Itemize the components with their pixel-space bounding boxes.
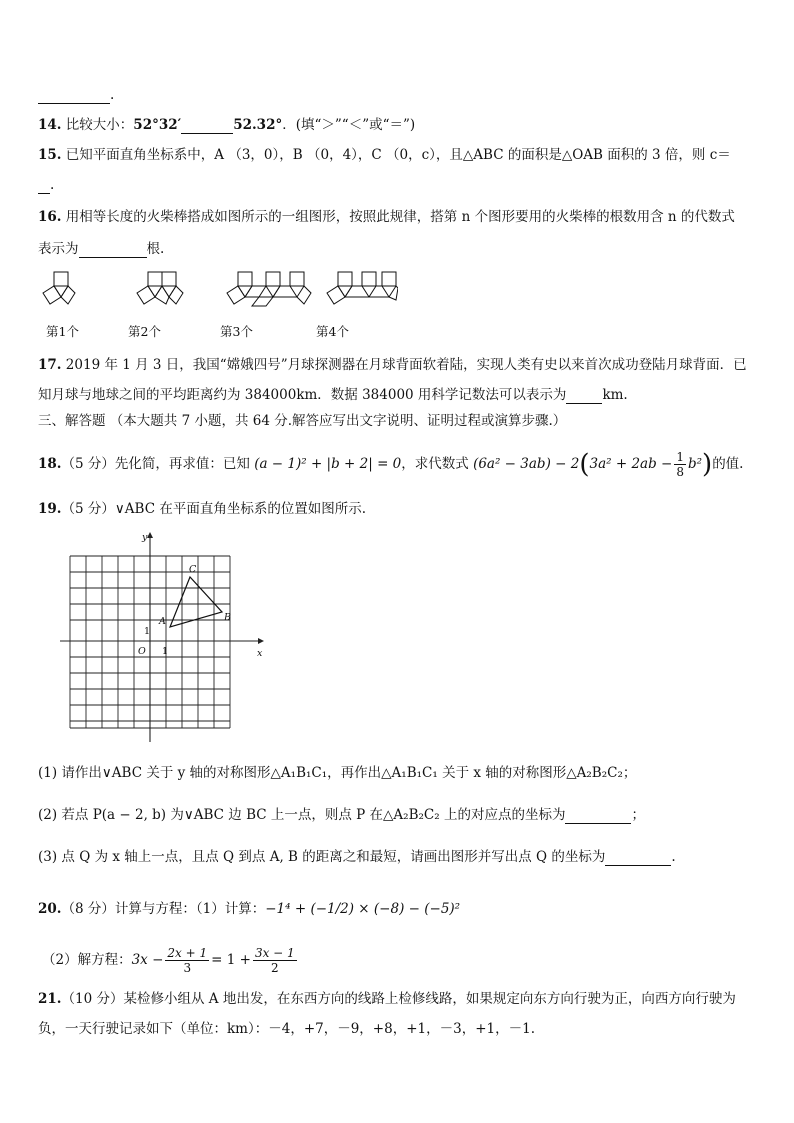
question-hint: ．(填“＞”“＜”或“＝”) [282, 117, 416, 133]
question-score: （5 分） [61, 456, 115, 472]
value-b: 52.32° [233, 117, 283, 133]
question-number: 18. [38, 456, 62, 472]
question-text: （2）解方程： [42, 952, 132, 968]
equation-fraction-1: $\frac{2x + 1}{3}$ [167, 946, 208, 975]
origin-label: O [138, 646, 146, 657]
question-text: 用相等长度的火柴棒搭成如图所示的一组图形，按照此规律，搭第 n 个图形要用的火柴棒的根数用含 n 的代数式 [65, 209, 735, 225]
question-number: 15. [38, 147, 62, 163]
point-c-label: C [189, 564, 197, 575]
punctuation: . [671, 849, 676, 865]
expression-part-2: 3a² + 2ab − [589, 456, 673, 472]
figure-caption-1: 第1个 [46, 324, 79, 339]
section-heading: 三、解答题 （本大题共 7 小题，共 64 分.解答应写出文字说明、证明过程或演算步骤.） [38, 413, 567, 429]
question-number: 19. [38, 501, 62, 517]
question-text: (2) 若点 P(a − 2, b) 为∨ABC 边 BC 上一点，则点 P 在△A₂B₂C₂ 上的对应点的坐标为 [38, 807, 566, 823]
punctuation: . [50, 177, 55, 193]
point-a-label: A [159, 616, 166, 627]
expression-part-3: b² [687, 456, 703, 472]
question-text: 某检修小组从 A 地出发，在东西方向的线路上检修线路，如果规定向东方向行驶为正，向西方向行驶为 [123, 991, 736, 1007]
y-axis-label: y [142, 532, 148, 543]
punctuation: . [110, 87, 115, 103]
condition-expression: (a − 1)² + |b + 2| = 0 [254, 456, 402, 472]
question-18: 18.（5 分）先化简，再求值：已知 (a − 1)² + |b + 2| = 0，求代数式 (6a² − 3ab) − 2(3a² + 2ab − $\frac{1}{8}$ b²)的值. [38, 449, 744, 480]
answer-blank [605, 851, 671, 866]
question-score: （8 分） [61, 901, 115, 917]
question-text: 表示为 [38, 241, 79, 257]
question-14 [38, 116, 415, 134]
question-15 [38, 146, 731, 164]
question-number: 21. [38, 991, 62, 1007]
question-number: 20. [38, 901, 62, 917]
question-20 [38, 900, 460, 918]
equation-middle: = 1 + [211, 952, 251, 968]
answer-blank [79, 243, 147, 258]
y-axis-arrow [147, 532, 153, 538]
equation-left: 3x − [131, 952, 164, 968]
question-text: 的值. [712, 456, 744, 472]
fraction-one-eighth: $\frac{1}{8}$ [676, 450, 684, 479]
figure-1 [43, 272, 75, 304]
question-16 [38, 208, 735, 226]
question-score: （10 分） [61, 991, 124, 1007]
prev-answer-line [38, 86, 114, 104]
question-21 [38, 990, 736, 1008]
figure-4 [327, 272, 398, 304]
question-text: 先化简，再求值：已知 [114, 456, 250, 472]
answer-blank [181, 119, 233, 134]
expression-operator: − 2 [550, 456, 580, 472]
point-b-label: B [224, 612, 231, 623]
figure-caption-3: 第3个 [220, 324, 253, 339]
question-text: 2019 年 1 月 3 日，我国“嫦娥四号”月球探测器在月球背面软着陆，实现人类有史以来首次成功登陆月球背面．已 [65, 357, 747, 373]
question-text: 比较大小： [65, 117, 134, 133]
question-number: 16. [38, 209, 62, 225]
question-score: （5 分） [61, 501, 115, 517]
calculation-expression: −1⁴ + (−1/2) × (−8) − (−5)² [265, 901, 461, 917]
question-number: 14. [38, 117, 62, 133]
question-text: 已知平面直角坐标系中，A （3，0），B （0，4），C （0，c），且△ABC 的面积是△OAB 面积的 3 倍，则 c＝ [65, 147, 731, 163]
expression-part-1: (6a² − 3ab) [473, 456, 551, 472]
question-number: 17. [38, 357, 62, 373]
x-axis-label: x [257, 648, 263, 659]
question-19-part-2 [38, 806, 645, 824]
answer-blank [566, 389, 602, 404]
question-text: ，求代数式 [401, 456, 469, 472]
unit-y-label: 1 [144, 626, 151, 637]
figure-caption-4: 第4个 [316, 324, 349, 339]
unit-text: km. [602, 387, 628, 403]
answer-blank [38, 179, 50, 194]
question-21-line2: 负，一天行驶记录如下（单位：km）：－4，+7，－9，+8，+1，－3，+1，－1. [38, 1021, 535, 1037]
equation-fraction-2: $\frac{3x - 1}{2}$ [254, 946, 295, 975]
question-text: (3) 点 Q 为 x 轴上一点，且点 Q 到点 A, B 的距离之和最短，请画出图形并写出点 Q 的坐标为 [38, 849, 606, 865]
question-text: 根. [146, 241, 165, 257]
question-text: 计算与方程：（1）计算： [114, 901, 266, 917]
question-16-line2 [38, 240, 164, 258]
question-17 [38, 356, 747, 374]
question-text: 知月球与地球之间的平均距离约为 384000km．数据 384000 用科学记数法可以表示为 [38, 387, 567, 403]
unit-x-label: 1 [162, 646, 169, 657]
question-19 [38, 500, 366, 518]
punctuation: ； [631, 807, 645, 823]
x-axis-arrow [258, 638, 264, 644]
figure-caption-2: 第2个 [128, 324, 161, 339]
figure-3 [227, 272, 311, 306]
question-19-part-1: (1) 请作出∨ABC 关于 y 轴的对称图形△A₁B₁C₁，再作出△A₁B₁C₁ 关于 x 轴的对称图形△A₂B₂C₂； [38, 765, 637, 781]
answer-blank [565, 809, 631, 824]
answer-blank [38, 89, 110, 104]
coordinate-grid [56, 530, 270, 745]
value-a: 52°32′ [133, 117, 182, 133]
question-17-line2 [38, 386, 628, 404]
figure-2 [137, 272, 183, 304]
question-20-part-2 [42, 946, 299, 975]
question-19-part-3 [38, 848, 676, 866]
question-text: ∨ABC 在平面直角坐标系的位置如图所示. [114, 501, 367, 517]
question-15-answer [38, 176, 54, 194]
